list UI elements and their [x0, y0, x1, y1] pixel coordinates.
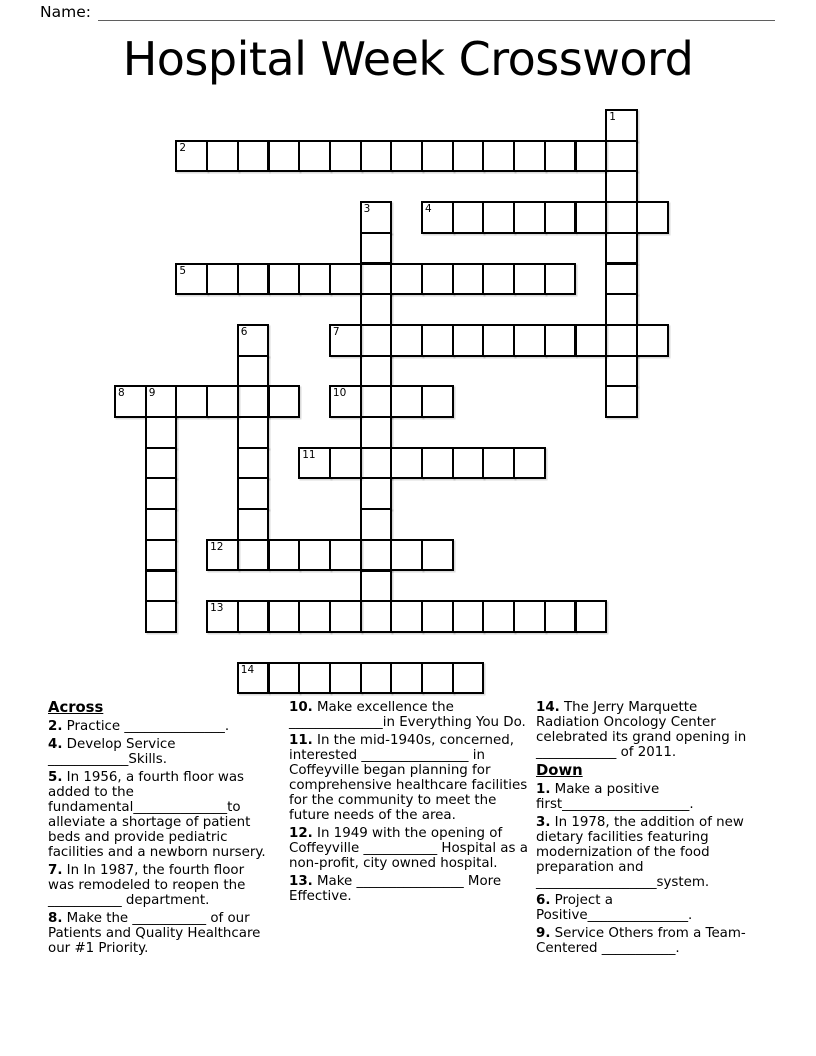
grid-cell[interactable] [452, 140, 485, 173]
grid-cell[interactable] [329, 140, 362, 173]
grid-cell[interactable] [145, 570, 178, 603]
grid-cell[interactable] [421, 600, 454, 633]
grid-cell[interactable] [575, 201, 608, 234]
grid-cell[interactable] [544, 140, 577, 173]
clue-11: 11. In the mid-1940s, concerned, interested ________________ in Coffeyville began planning for comprehensive healthcare facilities for the community to meet the future needs of the area. [289, 733, 528, 823]
clue-number: 10. [289, 700, 313, 715]
clue-number: 4. [48, 737, 63, 752]
cell-number: 5 [179, 264, 187, 277]
clue-number: 9. [536, 926, 551, 941]
grid-cell[interactable] [605, 324, 638, 357]
grid-cell[interactable] [513, 600, 546, 633]
grid-cell[interactable] [206, 263, 239, 296]
clue-13: 13. Make ________________ More Effective. [289, 874, 502, 904]
clue-number: 11. [289, 733, 313, 748]
grid-cell[interactable] [421, 140, 454, 173]
grid-cell[interactable] [452, 201, 485, 234]
grid-cell[interactable] [636, 201, 669, 234]
grid-cell[interactable] [145, 600, 178, 633]
grid-cell[interactable] [360, 355, 393, 388]
clue-number: 6. [536, 893, 551, 908]
grid-cell[interactable] [268, 539, 301, 572]
clue-number: 3. [536, 815, 551, 830]
grid-cell[interactable] [114, 385, 147, 418]
cell-number: 10 [332, 387, 347, 400]
grid-cell[interactable] [605, 170, 638, 203]
grid-cell[interactable] [298, 600, 331, 633]
clue-2: 2. Practice _______________. [48, 719, 230, 734]
grid-cell[interactable] [145, 416, 178, 449]
clue-number: 5. [48, 770, 63, 785]
grid-cell[interactable] [360, 447, 393, 480]
clue-column-3 [536, 700, 764, 959]
clue-number: 12. [289, 826, 313, 841]
grid-cell[interactable] [145, 385, 178, 418]
grid-cell[interactable] [145, 539, 178, 572]
grid-cell[interactable] [575, 600, 608, 633]
grid-cell[interactable] [544, 263, 577, 296]
grid-cell[interactable] [360, 600, 393, 633]
grid-cell[interactable] [605, 201, 638, 234]
grid-cell[interactable] [298, 662, 331, 695]
grid-cell[interactable] [329, 600, 362, 633]
grid-cell[interactable] [360, 201, 393, 234]
grid-cell[interactable] [513, 324, 546, 357]
grid-cell[interactable] [482, 324, 515, 357]
grid-cell[interactable] [206, 385, 239, 418]
clue-9: 9. Service Others from a Team-Centered ___________. [536, 926, 746, 956]
grid-cell[interactable] [421, 662, 454, 695]
grid-cell[interactable] [360, 324, 393, 357]
grid-cell[interactable] [390, 662, 423, 695]
grid-cell[interactable] [360, 385, 393, 418]
clue-number: 14. [536, 700, 560, 715]
clue-12: 12. In 1949 with the opening of Coffeyville ___________ Hospital as a non-profit, city owned hospital. [289, 826, 528, 871]
grid-cell[interactable] [482, 447, 515, 480]
grid-cell[interactable] [268, 662, 301, 695]
cell-number: 13 [210, 602, 224, 615]
grid-cell[interactable] [145, 508, 178, 541]
clue-column-2 [289, 700, 529, 907]
cell-number: 9 [148, 387, 156, 400]
clue-8: 8. Make the ___________ of our Patients and Quality Healthcare our #1 Priority. [48, 911, 261, 956]
grid-cell[interactable] [360, 539, 393, 572]
grid-cell[interactable] [544, 324, 577, 357]
grid-cell[interactable] [452, 447, 485, 480]
name-label: Name: [40, 3, 91, 21]
grid-cell[interactable] [206, 140, 239, 173]
cell-number: 8 [118, 387, 125, 400]
grid-cell[interactable] [421, 447, 454, 480]
grid-cell[interactable] [175, 263, 208, 296]
grid-cell[interactable] [360, 263, 393, 296]
grid-cell[interactable] [237, 508, 270, 541]
grid-cell[interactable] [390, 263, 423, 296]
grid-cell[interactable] [513, 263, 546, 296]
grid-cell[interactable] [298, 263, 331, 296]
cell-number: 4 [425, 203, 432, 216]
grid-cell[interactable] [421, 539, 454, 572]
grid-cell[interactable] [175, 385, 208, 418]
grid-cell[interactable] [513, 201, 546, 234]
grid-cell[interactable] [237, 477, 270, 510]
grid-cell[interactable] [298, 140, 331, 173]
grid-cell[interactable] [605, 293, 638, 326]
grid-cell[interactable] [329, 385, 362, 418]
grid-cell[interactable] [482, 201, 515, 234]
grid-cell[interactable] [175, 140, 208, 173]
grid-cell[interactable] [360, 293, 393, 326]
grid-cell[interactable] [237, 140, 270, 173]
grid-cell[interactable] [145, 447, 178, 480]
cell-number: 11 [302, 448, 316, 461]
page-title: Hospital Week Crossword [122, 32, 694, 86]
clue-4: 4. Develop Service ____________Skills. [48, 737, 176, 767]
grid-cell[interactable] [360, 416, 393, 449]
clue-5: 5. In 1956, a fourth floor was added to the fundamental______________to alleviate a shortage of patient beds and provide pediatric facilities and a newborn nursery. [48, 770, 266, 860]
grid-cell[interactable] [329, 447, 362, 480]
cell-number: 6 [240, 325, 248, 338]
grid-cell[interactable] [268, 385, 301, 418]
grid-cell[interactable] [390, 600, 423, 633]
grid-cell[interactable] [605, 109, 638, 142]
grid-cell[interactable] [268, 140, 301, 173]
grid-cell[interactable] [452, 324, 485, 357]
grid-cell[interactable] [544, 201, 577, 234]
clue-number: 8. [48, 911, 63, 926]
clue-number: 1. [536, 782, 551, 797]
clue-6: 6. Project a Positive_______________. [536, 893, 693, 923]
grid-cell[interactable] [206, 600, 239, 633]
grid-cell[interactable] [329, 263, 362, 296]
grid-cell[interactable] [329, 324, 362, 357]
grid-cell[interactable] [575, 140, 608, 173]
grid-cell[interactable] [237, 662, 270, 695]
clue-number: 13. [289, 874, 313, 889]
grid-cell[interactable] [298, 447, 331, 480]
grid-cell[interactable] [605, 232, 638, 265]
grid-cell[interactable] [237, 385, 270, 418]
cell-number: 14 [240, 663, 255, 676]
grid-cell[interactable] [237, 600, 270, 633]
grid-cell[interactable] [605, 263, 638, 296]
grid-cell[interactable] [268, 600, 301, 633]
grid-cell[interactable] [206, 539, 239, 572]
grid-cell[interactable] [544, 600, 577, 633]
grid-cell[interactable] [298, 539, 331, 572]
cell-number: 2 [179, 141, 187, 154]
grid-cell[interactable] [390, 447, 423, 480]
clue-heading-down: Down [536, 762, 583, 779]
grid-cell[interactable] [482, 263, 515, 296]
grid-cell[interactable] [452, 263, 485, 296]
grid-cell[interactable] [360, 508, 393, 541]
grid-cell[interactable] [237, 416, 270, 449]
grid-cell[interactable] [390, 140, 423, 173]
grid-cell[interactable] [237, 324, 270, 357]
grid-cell[interactable] [482, 600, 515, 633]
grid-cell[interactable] [145, 477, 178, 510]
grid-cell[interactable] [421, 324, 454, 357]
cell-number: 3 [363, 203, 371, 216]
grid-cell[interactable] [390, 385, 423, 418]
grid-cell[interactable] [360, 232, 393, 265]
grid-cell[interactable] [452, 600, 485, 633]
grid-cell[interactable] [605, 140, 638, 173]
grid-cell[interactable] [237, 355, 270, 388]
clue-3: 3. In 1978, the addition of new dietary facilities featuring modernization of the food preparation and __________________system. [536, 815, 744, 890]
grid-cell[interactable] [575, 324, 608, 357]
grid-cell[interactable] [360, 662, 393, 695]
clue-1: 1. Make a positive first___________________. [536, 782, 694, 812]
grid-cell[interactable] [421, 263, 454, 296]
grid-cell[interactable] [237, 539, 270, 572]
grid-cell[interactable] [329, 662, 362, 695]
grid-cell[interactable] [237, 447, 270, 480]
grid-cell[interactable] [268, 263, 301, 296]
grid-cell[interactable] [390, 324, 423, 357]
grid-cell[interactable] [237, 263, 270, 296]
grid-cell[interactable] [390, 539, 423, 572]
grid-cell[interactable] [513, 447, 546, 480]
cell-number: 12 [210, 540, 224, 553]
grid-cell[interactable] [421, 385, 454, 418]
grid-cell[interactable] [360, 570, 393, 603]
grid-cell[interactable] [482, 140, 515, 173]
clue-7: 7. In In 1987, the fourth floor was remodeled to reopen the ___________ department. [48, 863, 246, 908]
grid-cell[interactable] [513, 140, 546, 173]
cell-number: 7 [332, 325, 340, 338]
grid-cell[interactable] [360, 140, 393, 173]
grid-cell[interactable] [452, 662, 485, 695]
clue-10: 10. Make excellence the ______________in Everything You Do. [289, 700, 526, 730]
clue-heading-across: Across [48, 699, 104, 716]
grid-cell[interactable] [605, 355, 638, 388]
clue-number: 7. [48, 863, 63, 878]
grid-cell[interactable] [421, 201, 454, 234]
grid-cell[interactable] [360, 477, 393, 510]
clue-number: 2. [48, 719, 63, 734]
clue-14: 14. The Jerry Marquette Radiation Oncology Center celebrated its grand opening in ____________ of 2011. [536, 700, 747, 760]
grid-cell[interactable] [636, 324, 669, 357]
grid-cell[interactable] [329, 539, 362, 572]
clue-column-1 [48, 700, 266, 959]
grid-cell[interactable] [605, 385, 638, 418]
cell-number: 1 [609, 111, 616, 123]
